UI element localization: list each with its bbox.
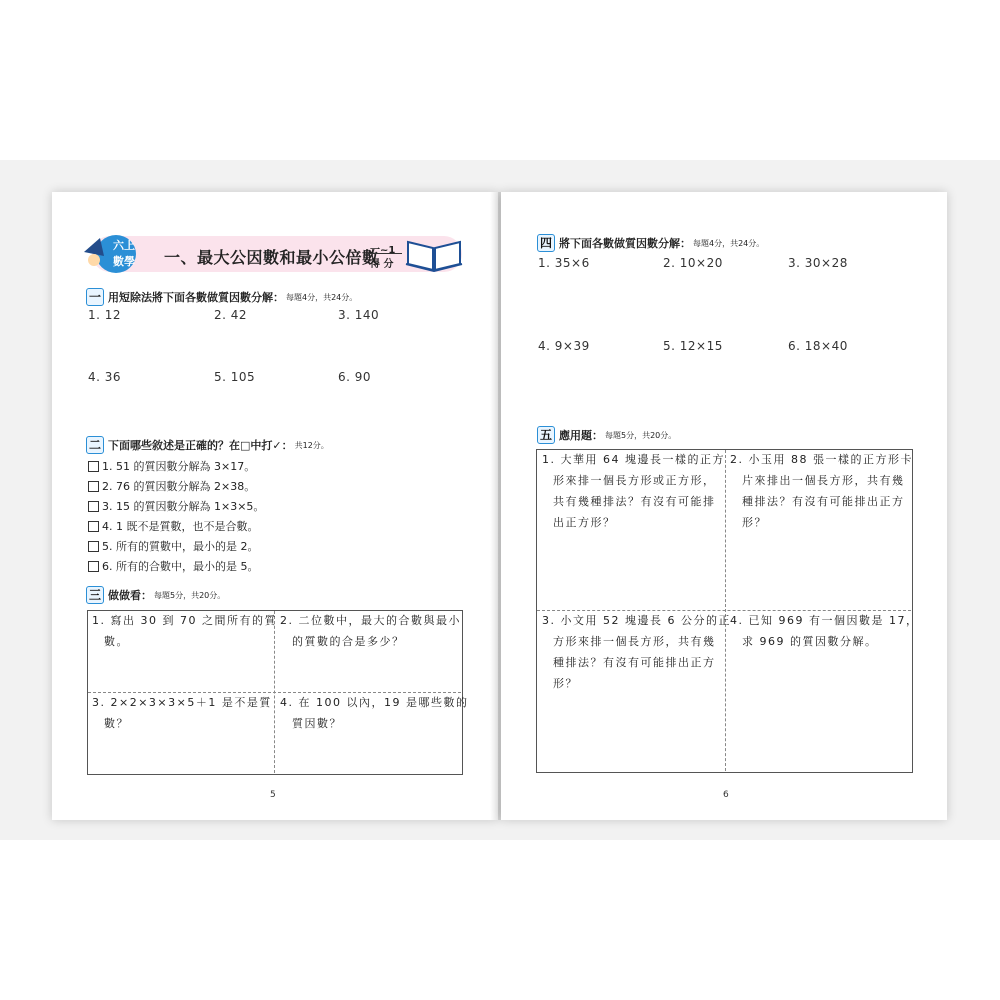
s5-q2-line1: 2. 小玉用 88 張一樣的正方形卡 xyxy=(730,453,913,466)
s2-text-3: 3. 15 的質因數分解為 1×3×5。 xyxy=(102,500,265,513)
s2-text-1: 1. 51 的質因數分解為 3×17。 xyxy=(102,460,256,473)
s4-item-1: 1. 35×6 xyxy=(538,256,590,270)
s5-q3-line1: 3. 小文用 52 塊邊長 6 公分的正 xyxy=(542,614,731,627)
section3-note: 每題5分，共20分。 xyxy=(154,590,226,600)
checkbox[interactable] xyxy=(88,521,99,532)
section2-header xyxy=(86,436,329,454)
s2-text-4: 4. 1 既不是質數，也不是合數。 xyxy=(102,520,259,533)
s3-q3-line2: 數？ xyxy=(104,717,129,730)
s1-item-5: 5. 105 xyxy=(214,370,256,384)
right-page xyxy=(501,192,947,820)
section4-header xyxy=(537,234,764,252)
s2-statement-6 xyxy=(88,558,259,574)
score-label-bottom: 得 分 xyxy=(370,259,394,270)
page-number-left: 5 xyxy=(270,790,276,800)
s5-q3-line3: 種排法？有沒有可能排出正方 xyxy=(553,656,716,669)
left-page xyxy=(52,192,498,820)
s5-q4-line2: 求 969 的質因數分解。 xyxy=(742,635,878,648)
s3-q3-line1: 3. 2×2×3×3×5＋1 是不是質 xyxy=(92,696,272,709)
s5-q1-line1: 1. 大華用 64 塊邊長一樣的正方 xyxy=(542,453,725,466)
s1-item-4: 4. 36 xyxy=(88,370,122,384)
s3-q4-line2: 質因數？ xyxy=(292,717,342,730)
section1-note: 每題4分，共24分。 xyxy=(286,292,358,302)
s4-item-2: 2. 10×20 xyxy=(663,256,723,270)
section3-number: 三 xyxy=(86,586,104,604)
s3-q2-line2: 的質數的合是多少？ xyxy=(292,635,405,648)
section2-number: 二 xyxy=(86,436,104,454)
s5-q2-line4: 形？ xyxy=(742,516,767,529)
section1-title: 用短除法將下面各數做質因數分解： xyxy=(108,291,284,304)
checkbox[interactable] xyxy=(88,561,99,572)
section2-note: 共12分。 xyxy=(294,440,329,450)
s3-q2-line1: 2. 二位數中，最大的合數與最小 xyxy=(280,614,461,627)
s1-item-1: 1. 12 xyxy=(88,308,122,322)
badge-line2: 數學 xyxy=(113,255,135,268)
s2-statement-2 xyxy=(88,478,255,494)
s5-q2-line3: 種排法？有沒有可能排出正方 xyxy=(742,495,905,508)
checkbox[interactable] xyxy=(88,481,99,492)
s3-q4-line1: 4. 在 100 以內，19 是哪些數的 xyxy=(280,696,469,709)
section1-header xyxy=(86,288,357,306)
chapter-title: 一、最大公因數和最小公倍數 xyxy=(164,248,379,267)
s4-item-4: 4. 9×39 xyxy=(538,339,590,353)
s5-q1-line4: 出正方形？ xyxy=(553,516,616,529)
checkbox[interactable] xyxy=(88,541,99,552)
s2-text-2: 2. 76 的質因數分解為 2×38。 xyxy=(102,480,256,493)
s5-q1-line2: 形來排一個長方形或正方形， xyxy=(553,474,716,487)
s2-statement-4 xyxy=(88,518,259,534)
badge-line1: 六上 xyxy=(113,239,135,252)
s2-statement-5 xyxy=(88,538,259,554)
score-label-top: 一~1 xyxy=(370,245,396,256)
section4-note: 每題4分，共24分。 xyxy=(693,238,765,248)
grade-badge xyxy=(82,230,146,276)
s4-item-5: 5. 12×15 xyxy=(663,339,723,353)
s3-q1-line2: 數。 xyxy=(104,635,129,648)
page-number-right: 6 xyxy=(723,790,729,800)
s2-statement-3 xyxy=(88,498,264,514)
score-divider xyxy=(368,253,402,254)
s5-q4-line1: 4. 已知 969 有一個因數是 17， xyxy=(730,614,919,627)
s2-text-5: 5. 所有的質數中，最小的是 2。 xyxy=(102,540,259,553)
s1-item-6: 6. 90 xyxy=(338,370,372,384)
section4-title: 將下面各數做質因數分解： xyxy=(559,237,691,250)
s1-item-3: 3. 140 xyxy=(338,308,380,322)
s5-q3-line4: 形？ xyxy=(553,677,578,690)
checkbox[interactable] xyxy=(88,461,99,472)
s2-text-6: 6. 所有的合數中，最小的是 5。 xyxy=(102,560,259,573)
section5-number: 五 xyxy=(537,426,555,444)
section3-header xyxy=(86,586,225,604)
s5-q1-line3: 共有幾種排法？有沒有可能排 xyxy=(553,495,716,508)
open-book-icon xyxy=(404,234,464,272)
s4-item-6: 6. 18×40 xyxy=(788,339,848,353)
section4-number: 四 xyxy=(537,234,555,252)
s4-item-3: 3. 30×28 xyxy=(788,256,848,270)
s1-item-2: 2. 42 xyxy=(214,308,248,322)
s5-q2-line2: 片來排出一個長方形，共有幾 xyxy=(742,474,905,487)
section1-number: 一 xyxy=(86,288,104,306)
s5-q3-line2: 方形來排一個長方形，共有幾 xyxy=(553,635,716,648)
section5-note: 每題5分，共20分。 xyxy=(605,430,677,440)
s3-q1-line1: 1. 寫出 30 到 70 之間所有的質 xyxy=(92,614,277,627)
section5-title: 應用題： xyxy=(559,429,603,442)
section2-title: 下面哪些敘述是正確的？在□中打✓： xyxy=(108,439,293,452)
section3-title: 做做看： xyxy=(108,589,152,602)
section5-header xyxy=(537,426,676,444)
s2-statement-1 xyxy=(88,458,255,474)
checkbox[interactable] xyxy=(88,501,99,512)
